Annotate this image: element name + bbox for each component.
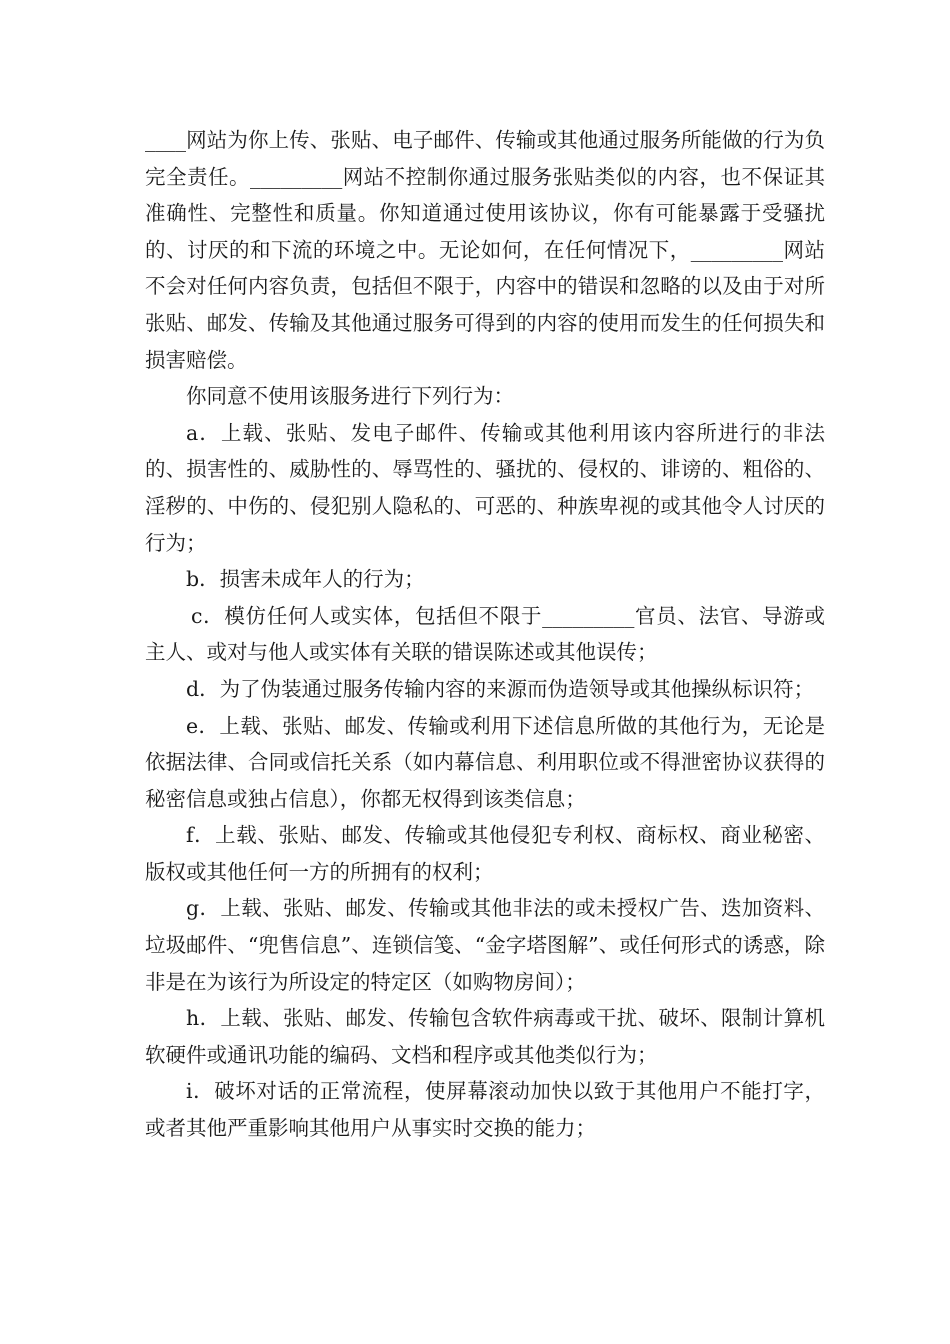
paragraph-liability: ____网站为你上传、张贴、电子邮件、传输或其他通过服务所能做的行为负完全责任。_________网站不控制你通过服务张贴类似的内容，也不保证其准确性、完整性和质量。你知道通过使用该协议，你有可能暴露于受骚扰的、讨厌的和下流的环境之中。无论如何，在任何情况下，_________网站不会对任何内容负责，包括但不限于，内容中的错误和忽略的以及由于对所张贴、邮发、传输及其他通过服务可得到的内容的使用而发生的任何损失和损害赔偿。	[145, 128, 825, 372]
list-item-f: f．上载、张贴、邮发、传输或其他侵犯专利权、商标权、商业秘密、版权或其他任何一方的所拥有的权利；	[145, 823, 825, 884]
list-item-b: b．损害未成年人的行为；	[186, 567, 425, 592]
list-item-g: g．上载、张贴、邮发、传输或其他非法的或未授权广告、迭加资料、垃圾邮件、“兜售信息”、连锁信笺、“金字塔图解”、或任何形式的诱惑，除非是在为该行为所设定的特定区（如购物房间）；	[145, 896, 825, 994]
list-item-c: c．模仿任何人或实体，包括但不限于_________官员、法官、导游或主人、或对与他人或实体有关联的错误陈述或其他误传；	[145, 603, 825, 665]
list-item-e: e．上载、张贴、邮发、传输或利用下述信息所做的其他行为，无论是依据法律、合同或信托关系（如内幕信息、利用职位或不得泄密协议获得的秘密信息或独占信息），你都无权得到该类信息；	[145, 713, 825, 811]
paragraph-prohibited-intro: 你同意不使用该服务进行下列行为：	[186, 384, 514, 409]
list-item-d: d．为了伪装通过服务传输内容的来源而伪造领导或其他操纵标识符；	[186, 676, 815, 701]
list-item-h: h．上载、张贴、邮发、传输包含软件病毒或干扰、破坏、限制计算机软硬件或通讯功能的编码、文档和程序或其他类似行为；	[145, 1006, 825, 1067]
document-body	[145, 122, 825, 1147]
list-item-i: i．破坏对话的正常流程，使屏幕滚动加快以致于其他用户不能打字，或者其他严重影响其他用户从事实时交换的能力；	[145, 1079, 825, 1141]
list-item-a: a．上载、张贴、发电子邮件、传输或其他利用该内容所进行的非法的、损害性的、威胁性的、辱骂性的、骚扰的、侵权的、诽谤的、粗俗的、淫秽的、中伤的、侵犯别人隐私的、可恶的、种族卑视的或其他令人讨厌的行为；	[145, 420, 825, 555]
